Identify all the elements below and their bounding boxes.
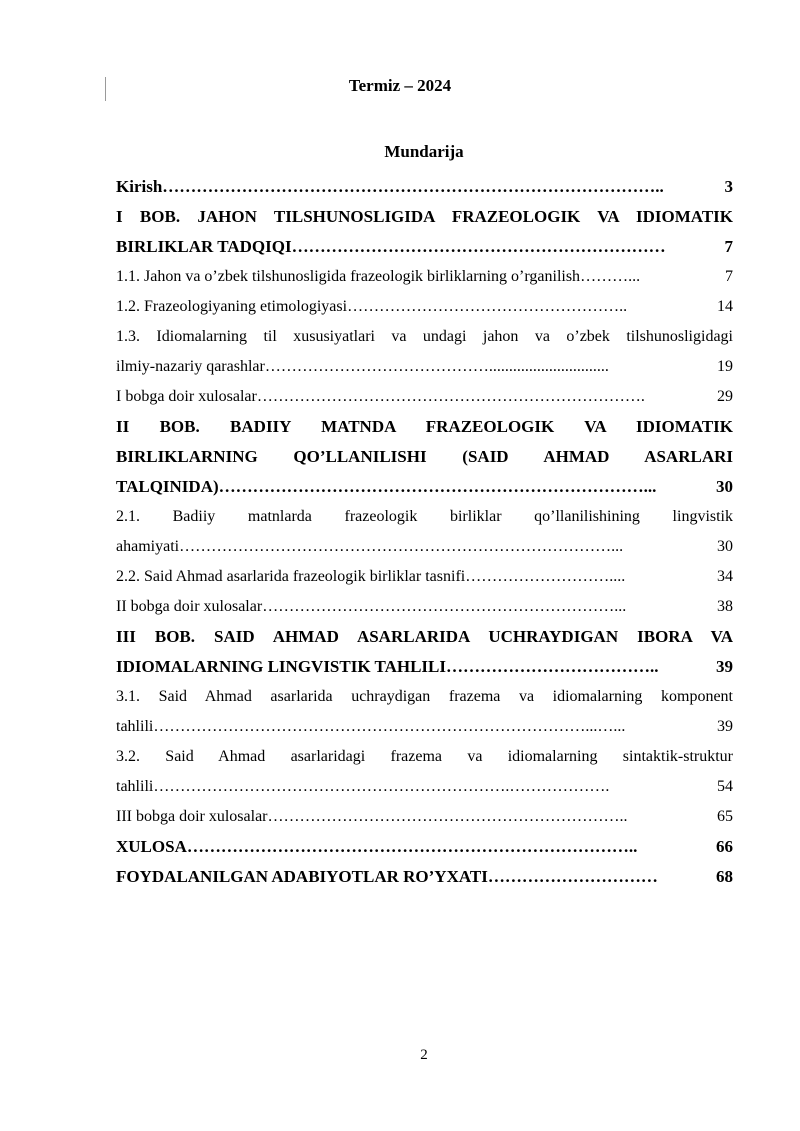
toc-entry-row [116,862,733,892]
toc-entry-title: 1.2. Frazeologiyaning etimologiyasi [116,298,348,315]
toc-dot-leader: ………………………………………………………….………………. [153,778,610,795]
toc-entry-title: tahlili [116,778,154,795]
toc-dot-leader: ……………………….... [465,568,626,585]
toc-entry-x2 [116,592,733,622]
toc-entry-line: BIRLIKLARNING QO’LLANILISHI (SAID AHMAD ASARLARI [116,447,733,466]
toc-entry-line: II BOB. BADIIY MATNDA FRAZEOLOGIK VA IDIOMATIK [116,417,733,436]
toc-title: Mundarija [384,142,464,161]
toc-entry-row [116,232,733,262]
toc-entry-xulosa [116,832,733,862]
toc-entry-title: 2.2. Said Ahmad asarlarida frazeologik birliklar tasnifi [116,568,466,585]
toc-page-number: 30 [716,477,733,496]
toc-entry-row [116,772,733,802]
toc-dot-leader: …………………………………………………………………….. [186,837,638,856]
toc-entry-row [116,472,733,502]
toc-entry-row [116,592,733,622]
toc-entry-x3 [116,802,733,832]
toc-entry-row [116,352,733,382]
toc-entry-row [116,262,733,292]
toc-entry-foyd [116,862,733,892]
toc-entry-title: IDIOMALARNING LINGVISTIK TAHLILI [116,657,446,676]
toc-entry-row [116,562,733,592]
toc-entry-s22 [116,562,733,592]
toc-entry-row [116,292,733,322]
toc-dot-leader: …………………………………………….. [347,298,628,315]
toc-dot-leader: ………………………………………………………… [291,237,666,256]
toc-page-number: 68 [716,867,733,886]
toc-dot-leader: ……………………………….. [446,657,659,676]
toc-entry-row [116,652,733,682]
toc-page-number: 54 [717,778,733,795]
toc-entry-row [116,532,733,562]
toc-page-number: 29 [717,388,733,405]
toc-entry-title: I bobga doir xulosalar [116,388,257,405]
table-of-contents [116,172,733,892]
toc-entry-s11 [116,262,733,292]
toc-entry-x1 [116,382,733,412]
toc-entry-line: 3.2. Said Ahmad asarlaridagi frazema va idiomalarning sintaktik-struktur [116,748,733,765]
toc-dot-leader: …………………………………………………………... [262,598,627,615]
toc-entry-row [116,172,733,202]
toc-entry-title: III bobga doir xulosalar [116,808,268,825]
toc-entry-row [116,802,733,832]
toc-entry-row [116,382,733,412]
toc-entry-s32 [116,742,733,802]
toc-entry-title: 1.1. Jahon va o’zbek tilshunosligida frazeologik birliklarning o’rganilish [116,268,581,285]
toc-entry-line: 2.1. Badiiy matnlarda frazeologik birliklar qo’llanilishining lingvistik [116,508,733,525]
toc-entry-title: TALQINIDA) [116,477,219,496]
toc-entry-title: Kirish [116,177,163,196]
toc-page-number: 34 [717,568,733,585]
toc-entry-title: II bobga doir xulosalar [116,598,263,615]
toc-entry-s21 [116,502,733,562]
toc-entry-bob3 [116,622,733,682]
toc-entry-title: XULOSA [116,837,187,856]
toc-entry-title: BIRLIKLAR TADQIQI [116,237,292,256]
toc-dot-leader: ………... [580,268,641,285]
toc-dot-leader: …………………………………………………………………………….. [162,177,664,196]
toc-entry-kirish [116,172,733,202]
toc-entry-line: III BOB. SAID AHMAD ASARLARIDA UCHRAYDIGAN IBORA VA [116,627,733,646]
toc-entry-line: 1.3. Idiomalarning til xususiyatlari va undagi jahon va o’zbek tilshunosligidagi [116,328,733,345]
city-year-heading: Termiz – 2024 [348,76,452,95]
toc-entry-row [116,832,733,862]
toc-entry-title: FOYDALANILGAN ADABIYOTLAR RO’YXATI [116,867,488,886]
toc-page-number: 38 [717,598,733,615]
toc-entry-bob1 [116,202,733,262]
toc-page-number: 3 [724,177,733,196]
toc-dot-leader: ………………………………………………………………. [256,388,645,405]
toc-entry-title: tahlili [116,718,154,735]
toc-entry-title: ilmiy-nazariy qarashlar [116,358,265,375]
toc-dot-leader: …………………………………….............................. [264,358,609,375]
toc-page-number: 65 [717,808,733,825]
toc-entry-title: ahamiyati [116,538,180,555]
toc-dot-leader: ………………………………………………………….. [267,808,628,825]
toc-page-number: 7 [725,268,733,285]
toc-entry-line: 3.1. Said Ahmad asarlarida uchraydigan frazema va idiomalarning komponent [116,688,733,705]
toc-entry-s12 [116,292,733,322]
toc-entry-row [116,712,733,742]
toc-page-number: 7 [724,237,733,256]
toc-entry-line: I BOB. JAHON TILSHUNOSLIGIDA FRAZEOLOGIK VA IDIOMATIK [116,207,733,226]
toc-dot-leader: …………………………………………………………………... [218,477,657,496]
toc-page-number: 30 [717,538,733,555]
toc-page-number: 19 [717,358,733,375]
toc-page-number: 66 [716,837,733,856]
page-number: 2 [420,1047,428,1063]
toc-entry-s13 [116,322,733,382]
toc-page-number: 39 [717,718,733,735]
toc-page-number: 39 [716,657,733,676]
toc-dot-leader: ………………………………………………………………………... [179,538,624,555]
toc-entry-s31 [116,682,733,742]
toc-entry-bob2 [116,412,733,502]
toc-dot-leader: ………………………………………………………………………...…... [153,718,626,735]
toc-dot-leader: ………………………… [487,867,658,886]
toc-page-number: 14 [717,298,733,315]
